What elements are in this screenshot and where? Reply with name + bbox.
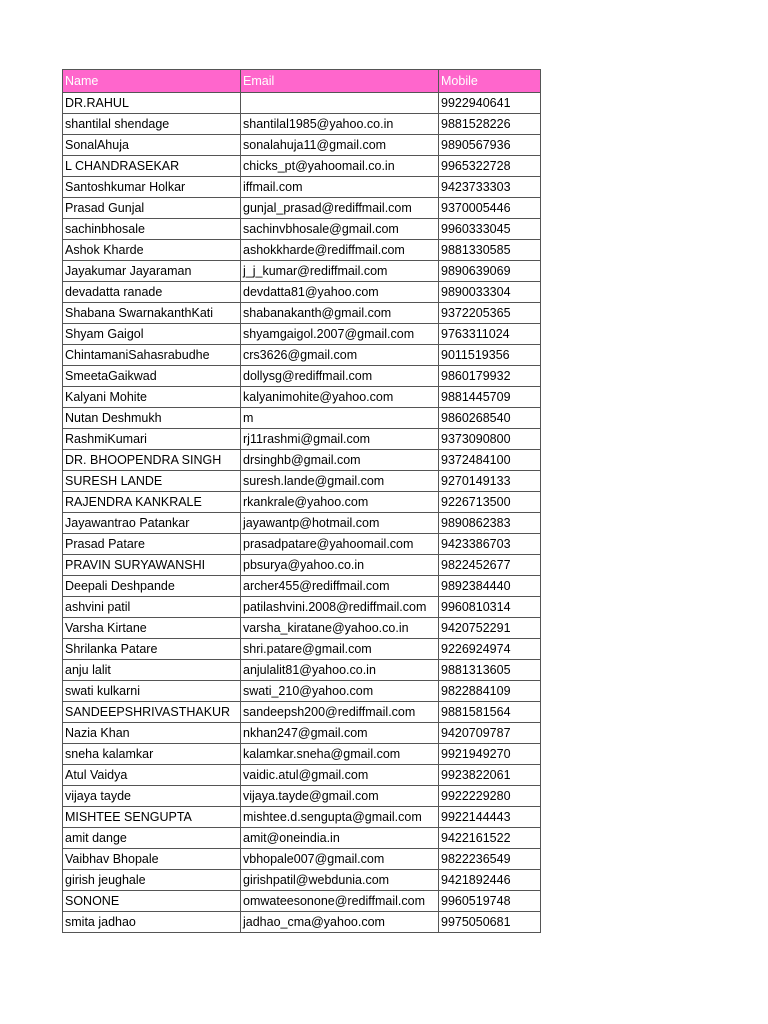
email-cell[interactable]: mishtee.d.sengupta@gmail.com [241, 807, 439, 828]
name-cell[interactable]: shantilal shendage [63, 114, 241, 135]
table-row [63, 219, 541, 240]
table-row [63, 681, 541, 702]
mobile-cell[interactable]: 9226924974 [439, 639, 541, 660]
column-header-mobile[interactable]: Mobile [439, 70, 541, 93]
name-cell[interactable]: sachinbhosale [63, 219, 241, 240]
mobile-cell[interactable]: 9965322728 [439, 156, 541, 177]
mobile-cell[interactable]: 9420709787 [439, 723, 541, 744]
name-cell[interactable]: RashmiKumari [63, 429, 241, 450]
name-cell[interactable]: SANDEEPSHRIVASTHAKUR [63, 702, 241, 723]
table-row [63, 93, 541, 114]
email-cell[interactable]: girishpatil@webdunia.com [241, 870, 439, 891]
mobile-cell[interactable]: 9892384440 [439, 576, 541, 597]
mobile-cell[interactable]: 9370005446 [439, 198, 541, 219]
mobile-cell[interactable]: 9860268540 [439, 408, 541, 429]
mobile-cell[interactable]: 9372484100 [439, 450, 541, 471]
mobile-cell[interactable]: 9922229280 [439, 786, 541, 807]
header-row [63, 70, 541, 93]
column-header-email[interactable]: Email [241, 70, 439, 93]
email-cell[interactable]: suresh.lande@gmail.com [241, 471, 439, 492]
mobile-cell[interactable]: 9960810314 [439, 597, 541, 618]
table-row [63, 555, 541, 576]
mobile-cell[interactable]: 9881313605 [439, 660, 541, 681]
table-row [63, 786, 541, 807]
mobile-cell[interactable]: 9921949270 [439, 744, 541, 765]
email-cell[interactable]: varsha_kiratane@yahoo.co.in [241, 618, 439, 639]
table-row [63, 576, 541, 597]
name-cell[interactable]: sneha kalamkar [63, 744, 241, 765]
mobile-cell[interactable]: 9822236549 [439, 849, 541, 870]
email-cell[interactable]: amit@oneindia.in [241, 828, 439, 849]
name-cell[interactable]: Santoshkumar Holkar [63, 177, 241, 198]
email-cell[interactable]: prasadpatare@yahoomail.com [241, 534, 439, 555]
name-cell[interactable]: Kalyani Mohite [63, 387, 241, 408]
email-cell[interactable]: m [241, 408, 439, 429]
mobile-cell[interactable]: 9881330585 [439, 240, 541, 261]
table-row [63, 891, 541, 912]
mobile-cell[interactable]: 9881581564 [439, 702, 541, 723]
mobile-cell[interactable]: 9822452677 [439, 555, 541, 576]
table-row [63, 303, 541, 324]
table-row [63, 660, 541, 681]
name-cell[interactable]: Varsha Kirtane [63, 618, 241, 639]
name-cell[interactable]: Vaibhav Bhopale [63, 849, 241, 870]
name-cell[interactable]: PRAVIN SURYAWANSHI [63, 555, 241, 576]
email-cell[interactable]: vaidic.atul@gmail.com [241, 765, 439, 786]
name-cell[interactable]: anju lalit [63, 660, 241, 681]
mobile-cell[interactable]: 9960519748 [439, 891, 541, 912]
email-cell[interactable]: chicks_pt@yahoomail.co.in [241, 156, 439, 177]
mobile-cell[interactable]: 9890033304 [439, 282, 541, 303]
table-row [63, 702, 541, 723]
table-row [63, 387, 541, 408]
name-cell[interactable]: devadatta ranade [63, 282, 241, 303]
table-row [63, 408, 541, 429]
name-cell[interactable]: girish jeughale [63, 870, 241, 891]
name-cell[interactable]: Prasad Patare [63, 534, 241, 555]
mobile-cell[interactable]: 9922940641 [439, 93, 541, 114]
mobile-cell[interactable]: 9226713500 [439, 492, 541, 513]
name-cell[interactable]: ChintamaniSahasrabudhe [63, 345, 241, 366]
name-cell[interactable]: smita jadhao [63, 912, 241, 933]
email-cell[interactable]: patilashvini.2008@rediffmail.com [241, 597, 439, 618]
contact-table [62, 69, 541, 933]
email-cell[interactable] [241, 93, 439, 114]
table-row [63, 639, 541, 660]
email-cell[interactable]: ashokkharde@rediffmail.com [241, 240, 439, 261]
email-cell[interactable]: kalamkar.sneha@gmail.com [241, 744, 439, 765]
name-cell[interactable]: swati kulkarni [63, 681, 241, 702]
table-row [63, 114, 541, 135]
table-row [63, 597, 541, 618]
name-cell[interactable]: SURESH LANDE [63, 471, 241, 492]
name-cell[interactable]: Jayakumar Jayaraman [63, 261, 241, 282]
mobile-cell[interactable]: 9923822061 [439, 765, 541, 786]
email-cell[interactable]: swati_210@yahoo.com [241, 681, 439, 702]
table-row [63, 912, 541, 933]
mobile-cell[interactable]: 9860179932 [439, 366, 541, 387]
name-cell[interactable]: Shrilanka Patare [63, 639, 241, 660]
name-cell[interactable]: Deepali Deshpande [63, 576, 241, 597]
mobile-cell[interactable]: 9270149133 [439, 471, 541, 492]
column-header-name[interactable]: Name [63, 70, 241, 93]
mobile-cell[interactable]: 9423386703 [439, 534, 541, 555]
table-row [63, 534, 541, 555]
email-cell[interactable]: anjulalit81@yahoo.co.in [241, 660, 439, 681]
email-cell[interactable]: crs3626@gmail.com [241, 345, 439, 366]
email-cell[interactable]: sandeepsh200@rediffmail.com [241, 702, 439, 723]
email-cell[interactable]: omwateesonone@rediffmail.com [241, 891, 439, 912]
table-row [63, 345, 541, 366]
email-cell[interactable]: shri.patare@gmail.com [241, 639, 439, 660]
table-row [63, 744, 541, 765]
mobile-cell[interactable]: 9423733303 [439, 177, 541, 198]
mobile-cell[interactable]: 9890862383 [439, 513, 541, 534]
table-row [63, 366, 541, 387]
name-cell[interactable]: SmeetaGaikwad [63, 366, 241, 387]
email-cell[interactable]: rj11rashmi@gmail.com [241, 429, 439, 450]
mobile-cell[interactable]: 9421892446 [439, 870, 541, 891]
table-row [63, 429, 541, 450]
mobile-cell[interactable]: 9011519356 [439, 345, 541, 366]
email-cell[interactable]: shabanakanth@gmail.com [241, 303, 439, 324]
mobile-cell[interactable]: 9881528226 [439, 114, 541, 135]
table-row [63, 198, 541, 219]
email-cell[interactable]: gunjal_prasad@rediffmail.com [241, 198, 439, 219]
mobile-cell[interactable]: 9763311024 [439, 324, 541, 345]
name-cell[interactable]: Nutan Deshmukh [63, 408, 241, 429]
name-cell[interactable]: Shabana SwarnakanthKati [63, 303, 241, 324]
email-cell[interactable]: vbhopale007@gmail.com [241, 849, 439, 870]
table-row [63, 765, 541, 786]
email-cell[interactable]: nkhan247@gmail.com [241, 723, 439, 744]
table-row [63, 240, 541, 261]
email-cell[interactable]: devdatta81@yahoo.com [241, 282, 439, 303]
mobile-cell[interactable]: 9881445709 [439, 387, 541, 408]
mobile-cell[interactable]: 9373090800 [439, 429, 541, 450]
name-cell[interactable]: MISHTEE SENGUPTA [63, 807, 241, 828]
name-cell[interactable]: SonalAhuja [63, 135, 241, 156]
email-cell[interactable]: jayawantp@hotmail.com [241, 513, 439, 534]
table-row [63, 807, 541, 828]
mobile-cell[interactable]: 9422161522 [439, 828, 541, 849]
table-row [63, 849, 541, 870]
email-cell[interactable]: vijaya.tayde@gmail.com [241, 786, 439, 807]
name-cell[interactable]: Nazia Khan [63, 723, 241, 744]
table-row [63, 513, 541, 534]
name-cell[interactable]: RAJENDRA KANKRALE [63, 492, 241, 513]
email-cell[interactable]: pbsurya@yahoo.co.in [241, 555, 439, 576]
table-row [63, 618, 541, 639]
email-cell[interactable]: drsinghb@gmail.com [241, 450, 439, 471]
mobile-cell[interactable]: 9922144443 [439, 807, 541, 828]
table-row [63, 471, 541, 492]
email-cell[interactable]: dollysg@rediffmail.com [241, 366, 439, 387]
email-cell[interactable]: shantilal1985@yahoo.co.in [241, 114, 439, 135]
mobile-cell[interactable]: 9975050681 [439, 912, 541, 933]
table-row [63, 156, 541, 177]
email-cell[interactable]: jadhao_cma@yahoo.com [241, 912, 439, 933]
email-cell[interactable]: archer455@rediffmail.com [241, 576, 439, 597]
email-cell[interactable]: sonalahuja11@gmail.com [241, 135, 439, 156]
mobile-cell[interactable]: 9420752291 [439, 618, 541, 639]
email-cell[interactable]: rkankrale@yahoo.com [241, 492, 439, 513]
name-cell[interactable]: amit dange [63, 828, 241, 849]
email-cell[interactable]: shyamgaigol.2007@gmail.com [241, 324, 439, 345]
name-cell[interactable]: Shyam Gaigol [63, 324, 241, 345]
table-row [63, 177, 541, 198]
table-row [63, 261, 541, 282]
email-cell[interactable]: j_j_kumar@rediffmail.com [241, 261, 439, 282]
table-row [63, 135, 541, 156]
email-cell[interactable]: sachinvbhosale@gmail.com [241, 219, 439, 240]
table-row [63, 492, 541, 513]
table-row [63, 282, 541, 303]
mobile-cell[interactable]: 9372205365 [439, 303, 541, 324]
table-row [63, 828, 541, 849]
table-row [63, 324, 541, 345]
name-cell[interactable]: L CHANDRASEKAR [63, 156, 241, 177]
name-cell[interactable]: Prasad Gunjal [63, 198, 241, 219]
table-row [63, 870, 541, 891]
contact-table-container [62, 69, 541, 933]
name-cell[interactable]: DR. BHOOPENDRA SINGH [63, 450, 241, 471]
name-cell[interactable]: Ashok Kharde [63, 240, 241, 261]
table-row [63, 450, 541, 471]
mobile-cell[interactable]: 9890639069 [439, 261, 541, 282]
name-cell[interactable]: Jayawantrao Patankar [63, 513, 241, 534]
name-cell[interactable]: ashvini patil [63, 597, 241, 618]
email-cell[interactable]: iffmail.com [241, 177, 439, 198]
name-cell[interactable]: Atul Vaidya [63, 765, 241, 786]
name-cell[interactable]: vijaya tayde [63, 786, 241, 807]
table-row [63, 723, 541, 744]
mobile-cell[interactable]: 9890567936 [439, 135, 541, 156]
mobile-cell[interactable]: 9822884109 [439, 681, 541, 702]
name-cell[interactable]: DR.RAHUL [63, 93, 241, 114]
mobile-cell[interactable]: 9960333045 [439, 219, 541, 240]
email-cell[interactable]: kalyanimohite@yahoo.com [241, 387, 439, 408]
name-cell[interactable]: SONONE [63, 891, 241, 912]
